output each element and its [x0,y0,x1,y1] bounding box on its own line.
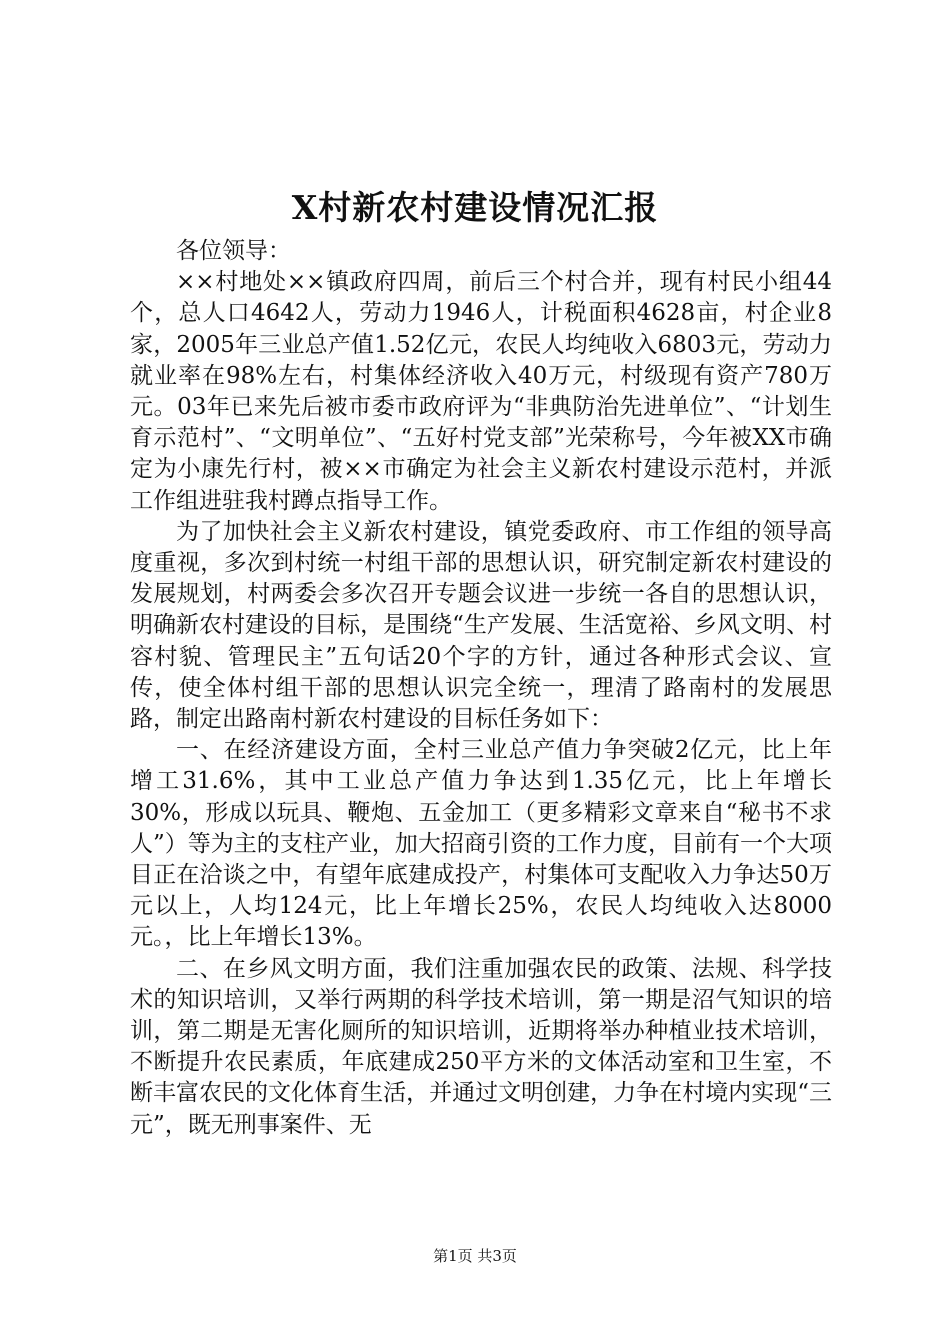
paragraph-culture: 二、在乡风文明方面，我们注重加强农民的政策、法规、科学技术的知识培训，又举行两期的科学技术培训，第一期是沼气知识的培训，第二期是无害化厕所的知识培训，近期将举办种植业技术培训，不断提升农民素质，年底建成250平方米的文体活动室和卫生室，不断丰富农民的文化体育生活，并通过文明创建，力争在村境内实现“三元”，既无刑事案件、无 [130,955,832,1138]
page-footer: 第1页 共3页 [433,1247,517,1265]
document-title: X村新农村建设情况汇报 [291,188,659,227]
paragraph-planning: 为了加快社会主义新农村建设，镇党委政府、市工作组的领导高度重视，多次到村统一村组干部的思想认识，研究制定新农村建设的发展规划，村两委会多次召开专题会议进一步统一各自的思想认识，明确新农村建设的目标，是围绕“生产发展、生活宽裕、乡风文明、村容村貌、管理民主”五句话20个字的方针，通过各种形式会议、宣传，使全体村组干部的思想认识完全统一，理清了路南村的发展思路，制定出路南村新农村建设的目标任务如下： [130,518,832,733]
paragraph-intro: ××村地处××镇政府四周，前后三个村合并，现有村民小组44个，总人口4642人，劳动力1946人，计税面积4628亩，村企业8家，2005年三业总产值1.52亿元，农民人均纯收入6803元，劳动力就业率在98%左右，村集体经济收入40万元，村级现有资产780万元。03年已来先后被市委市政府评为“非典防治先进单位”、“计划生育示范村”、“文明单位”、“五好村党支部”光荣称号，今年被XX市确定为小康先行村，被××市确定为社会主义新农村建设示范村，并派工作组进驻我村蹲点指导工作。 [130,269,832,514]
salutation: 各位领导： [176,238,291,264]
paragraph-economy: 一、在经济建设方面，全村三业总产值力争突破2亿元，比上年增工31.6%，其中工业总产值力争达到1.35亿元，比上年增长30%，形成以玩具、鞭炮、五金加工（更多精彩文章来自“秘书不求人”）等为主的支柱产业，加大招商引资的工作力度，目前有一个大项目正在洽谈之中，有望年底建成投产，村集体可支配收入力争达50万元以上，人均124元，比上年增长25%，农民人均纯收入达8000元。，比上年增长13%。 [130,737,832,951]
document-body [130,236,832,1141]
